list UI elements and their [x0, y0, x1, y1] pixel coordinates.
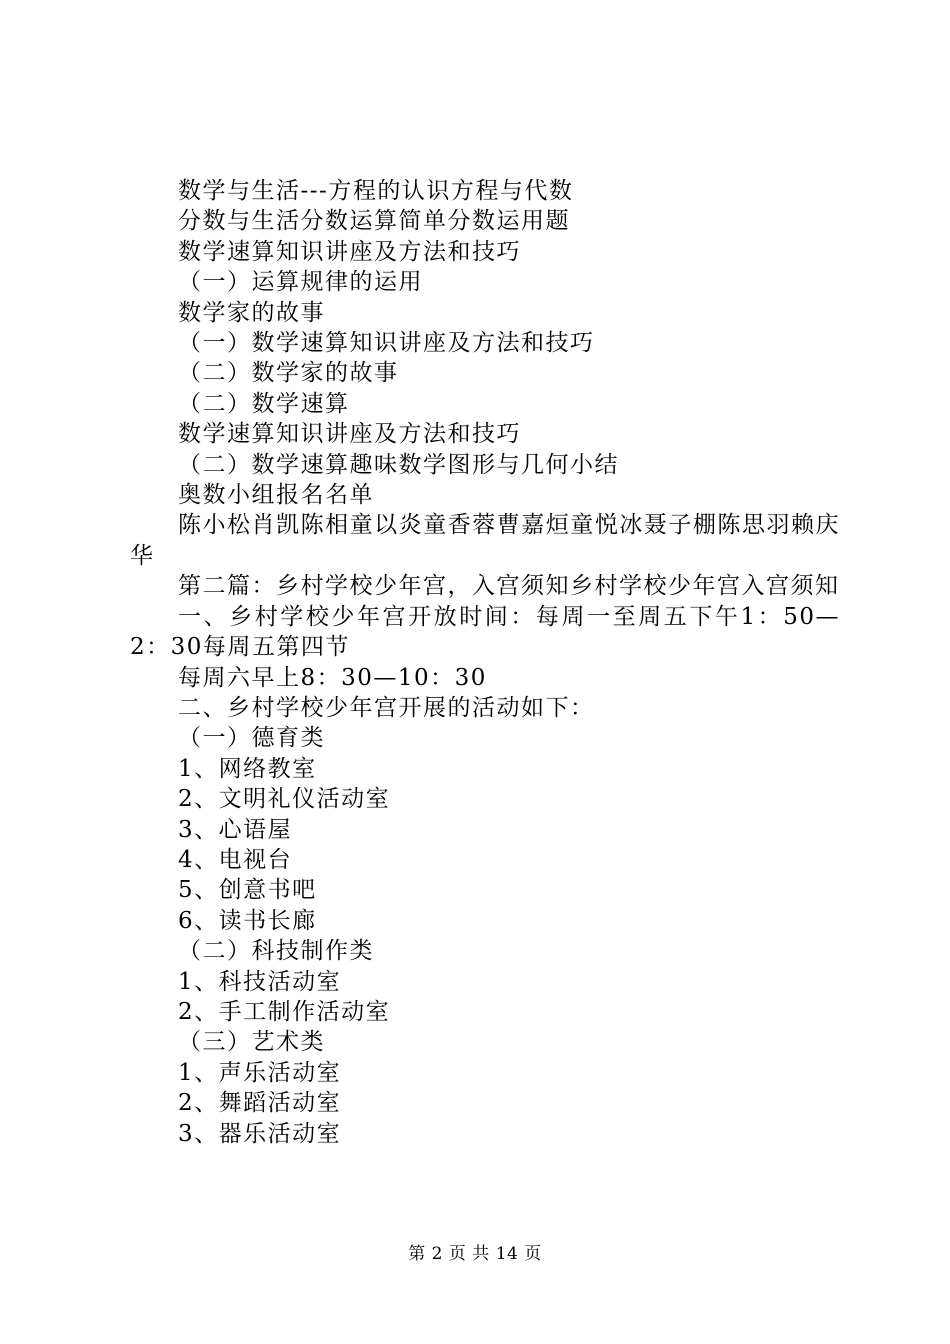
list-item: 1、网络教室 [178, 755, 317, 782]
paragraph: （二）数学速算 [178, 390, 350, 417]
list-item: 3、心语屋 [178, 816, 293, 843]
list-item: 5、创意书吧 [178, 877, 317, 904]
paragraph: 数学家的故事 [178, 299, 325, 326]
paragraph: （三）艺术类 [178, 1029, 325, 1056]
paragraph: 数学与生活---方程的认识方程与代数 [178, 178, 574, 204]
paragraph: （二）数学家的故事 [178, 360, 399, 387]
paragraph: （一）德育类 [178, 725, 325, 752]
list-item: 4、电视台 [178, 846, 293, 873]
paragraph: 二、乡村学校少年宫开展的活动如下： [178, 694, 595, 721]
paragraph: （一）数学速算知识讲座及方法和技巧 [178, 330, 595, 357]
list-item: 1、声乐活动室 [178, 1059, 342, 1086]
name-list-paragraph: 陈小松肖凯陈相童以炎童香蓉曹嘉烜童悦冰聂子棚陈思羽赖庆华 [130, 512, 840, 569]
list-item: 2、舞蹈活动室 [178, 1090, 342, 1117]
paragraph: 数学速算知识讲座及方法和技巧 [178, 238, 521, 265]
list-item: 6、读书长廊 [178, 907, 317, 934]
list-item: 2、手工制作活动室 [178, 998, 391, 1025]
paragraph: （二）数学速算趣味数学图形与几何小结 [178, 451, 619, 478]
paragraph: 每周六早上8：30—10：30 [178, 664, 487, 691]
paragraph: 一、乡村学校少年宫开放时间：每周一至周五下午1：50—2：30每周五第四节 [130, 603, 840, 661]
page-footer [0, 1242, 950, 1266]
list-item: 2、文明礼仪活动室 [178, 786, 391, 813]
section-heading: 第二篇：乡村学校少年宫，入宫须知乡村学校少年宫入宫须知 [178, 573, 840, 600]
paragraph: 数学速算知识讲座及方法和技巧 [178, 421, 521, 448]
document-body [130, 176, 840, 1149]
paragraph: （一）运算规律的运用 [178, 269, 423, 296]
paragraph: 分数与生活分数运算简单分数运用题 [178, 208, 570, 235]
list-item: 1、科技活动室 [178, 968, 342, 995]
paragraph: 奥数小组报名名单 [178, 482, 374, 509]
list-item: 3、器乐活动室 [178, 1120, 342, 1147]
page-number-label: 第 2 页 共 14 页 [408, 1244, 542, 1264]
paragraph: （二）科技制作类 [178, 938, 374, 965]
